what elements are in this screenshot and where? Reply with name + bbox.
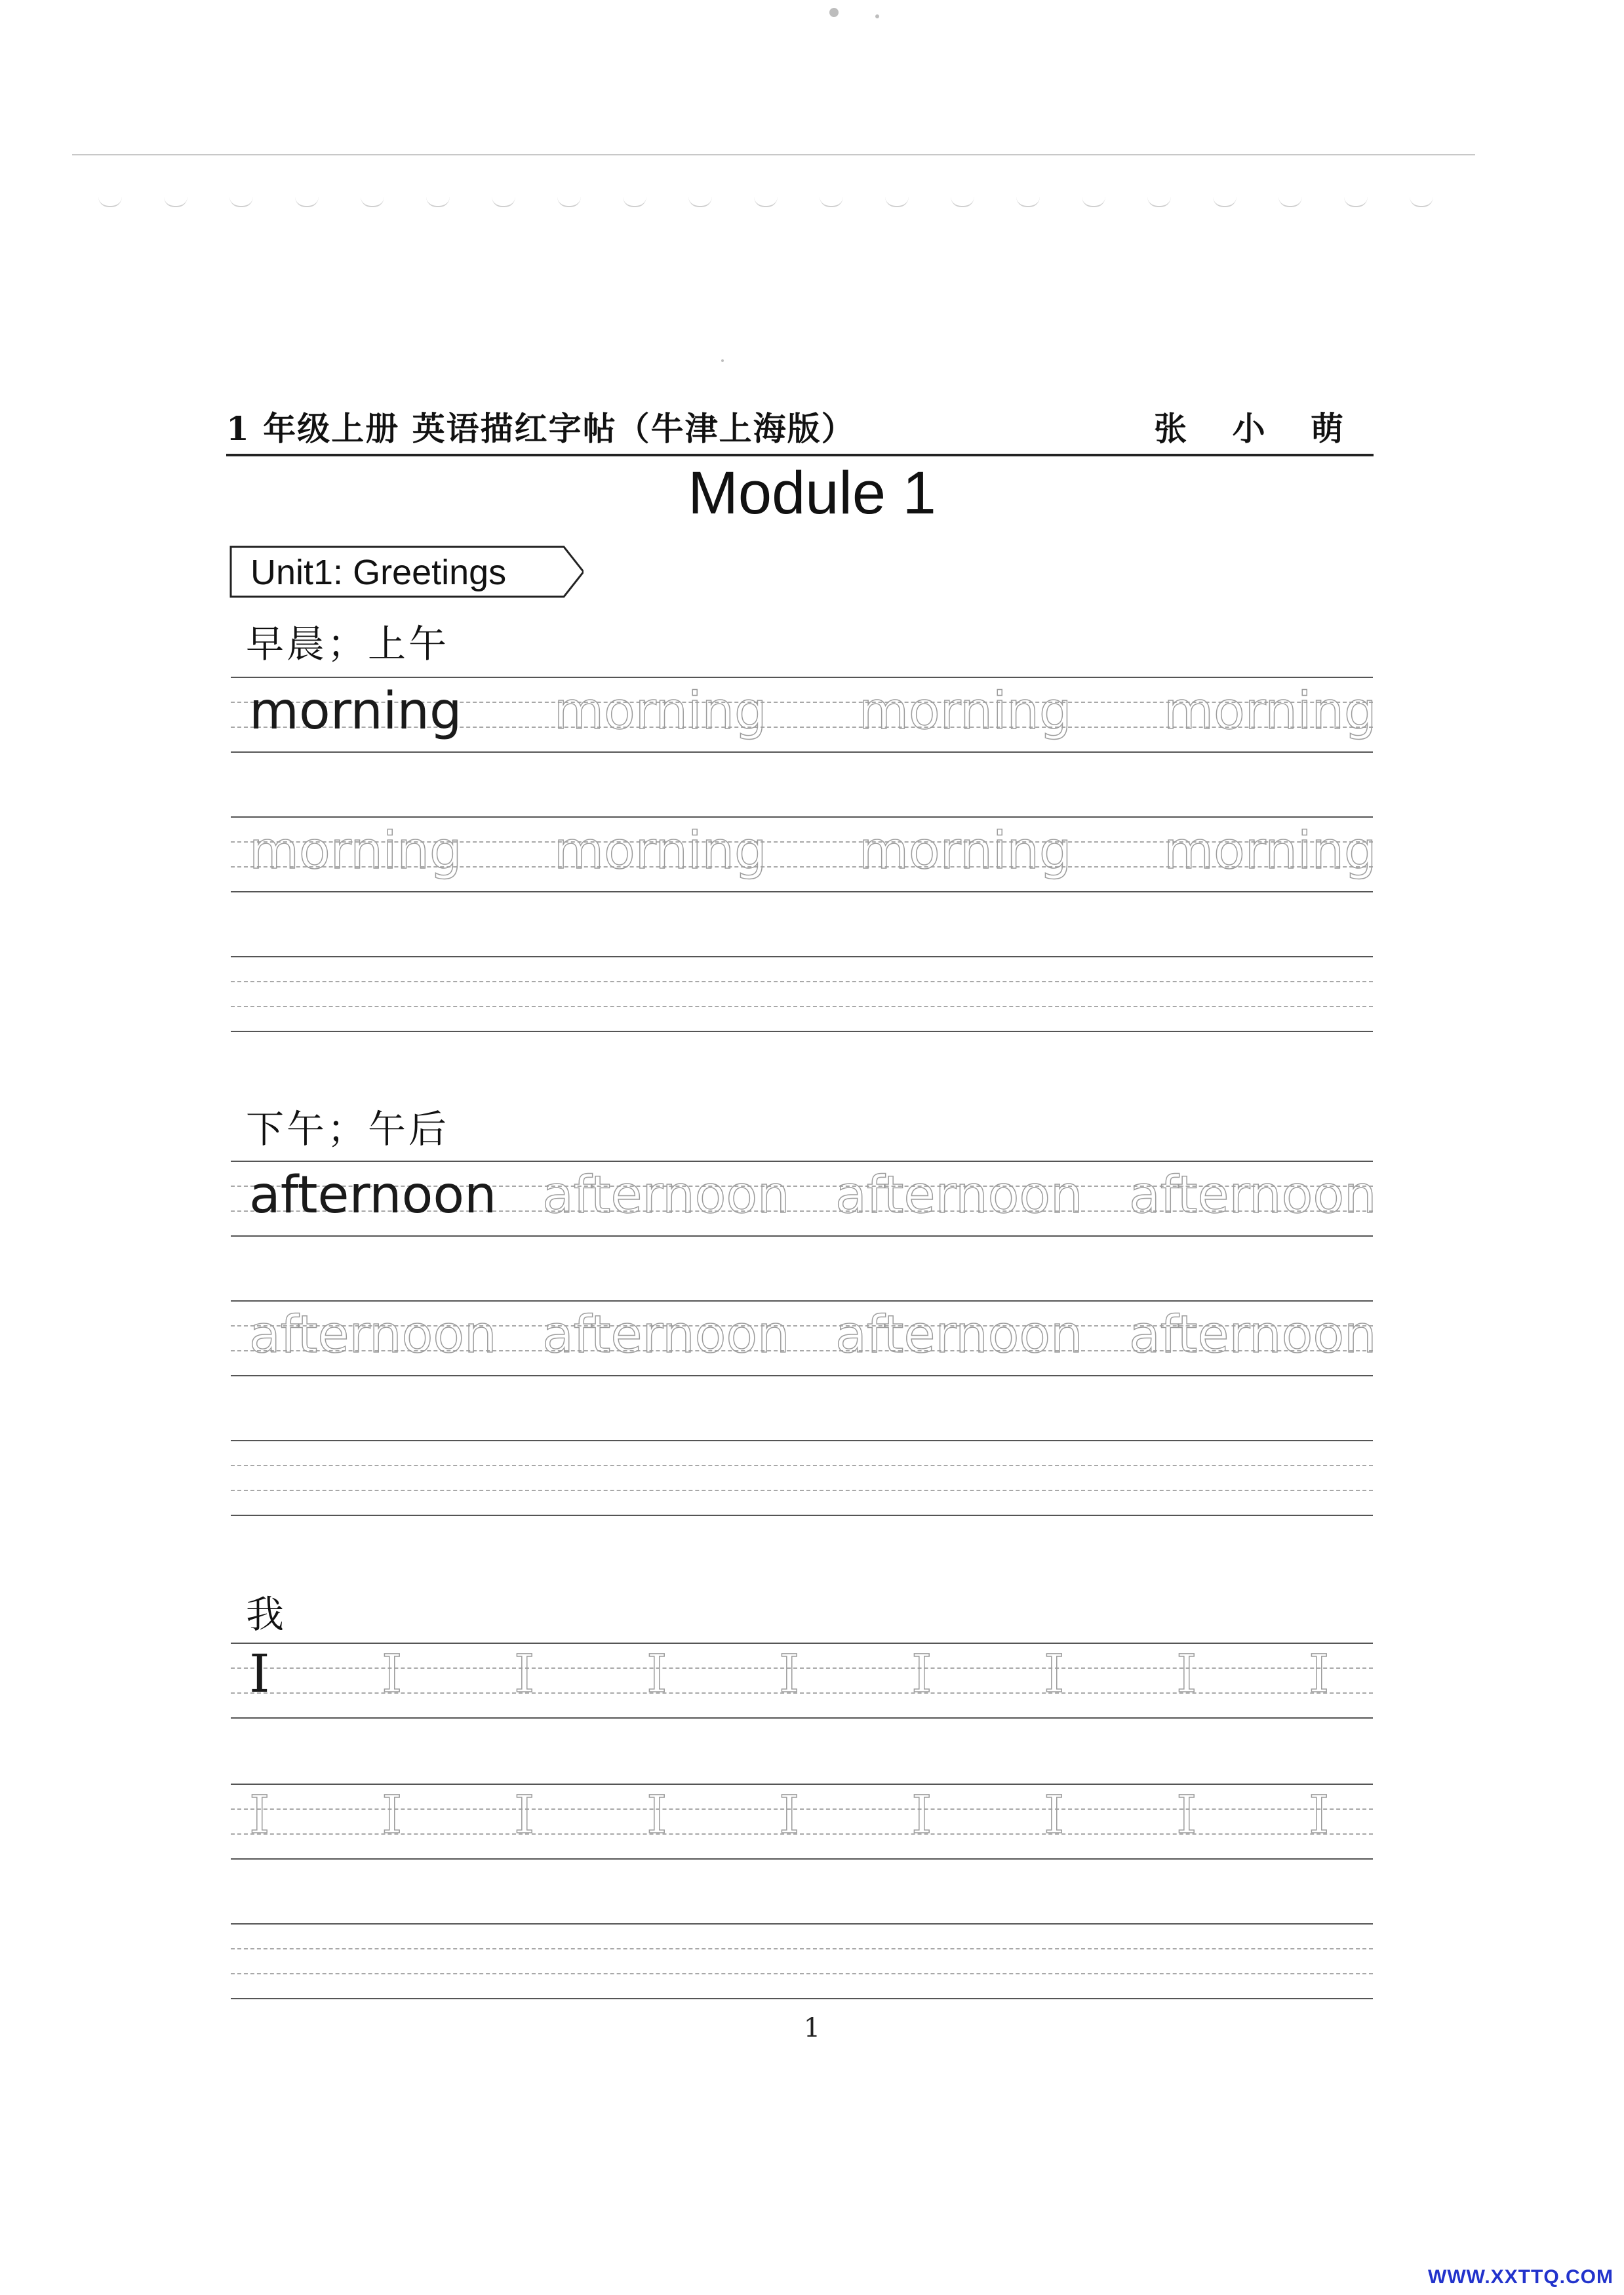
trace-letter: I [382,1643,403,1704]
trace-word: morning [859,822,1072,881]
trace-letter: I [1044,1784,1065,1845]
trace-letter: I [514,1784,535,1845]
author-name: 张 小 萌 [1154,409,1360,448]
worksheet-header [226,401,1374,456]
blank-writing-row[interactable] [231,1440,1373,1516]
trace-letter: I [382,1784,403,1845]
writing-guide-row [231,816,1377,892]
trace-letter: I [1044,1643,1065,1704]
trace-word: morning [554,682,767,741]
blank-writing-row[interactable] [231,1923,1373,1999]
unit-label: Unit1: Greetings [250,553,507,592]
trace-letter: I [779,1643,800,1704]
trace-word: afternoon [835,1306,1083,1365]
trace-word: morning [249,822,462,881]
trace-letter: I [1176,1784,1197,1845]
trace-letter: I [911,1784,932,1845]
writing-guide-row [231,1784,1373,1860]
trace-word: afternoon [542,1166,790,1225]
trace-letter: I [1309,1784,1330,1845]
trace-letter: I [249,1784,270,1845]
trace-word: afternoon [542,1306,790,1365]
writing-guide-row [231,677,1377,753]
trace-letter: I [514,1643,535,1704]
writing-guide-row [231,1643,1373,1719]
trace-word: afternoon [1129,1306,1377,1365]
trace-word: afternoon [1129,1166,1377,1225]
trace-word: morning [859,682,1072,741]
section-chinese-label: 下午；午后 [246,1107,450,1151]
trace-word: morning [1164,682,1377,741]
scan-speck [875,14,879,18]
scan-speck [829,8,839,17]
model-word: afternoon [249,1166,497,1225]
writing-guide-row [231,1300,1377,1376]
trace-word: morning [1164,822,1377,881]
blank-writing-row[interactable] [231,956,1373,1032]
section-chinese-label: 我 [246,1592,287,1637]
trace-word: morning [554,822,767,881]
page-number: 1 [803,2013,821,2043]
writing-guide-row [231,1161,1377,1237]
scan-edge-line [72,154,1475,155]
trace-letter: I [646,1643,667,1704]
trace-word: afternoon [249,1306,497,1365]
section-chinese-label: 早晨；上午 [246,622,450,666]
trace-letter: I [779,1784,800,1845]
scan-binding-marks [98,197,1488,216]
trace-letter: I [1309,1643,1330,1704]
model-letter: I [249,1643,270,1704]
scan-speck [721,359,724,362]
model-word: morning [249,682,462,741]
site-watermark: WWW.XXTTQ.COM [1428,2266,1614,2288]
unit-tag [229,546,584,598]
module-title: Module 1 [688,460,936,527]
trace-letter: I [1176,1643,1197,1704]
book-title: 1 年级上册 英语描红字帖（牛津上海版） [226,409,856,448]
trace-word: afternoon [835,1166,1083,1225]
trace-letter: I [911,1643,932,1704]
trace-letter: I [646,1784,667,1845]
